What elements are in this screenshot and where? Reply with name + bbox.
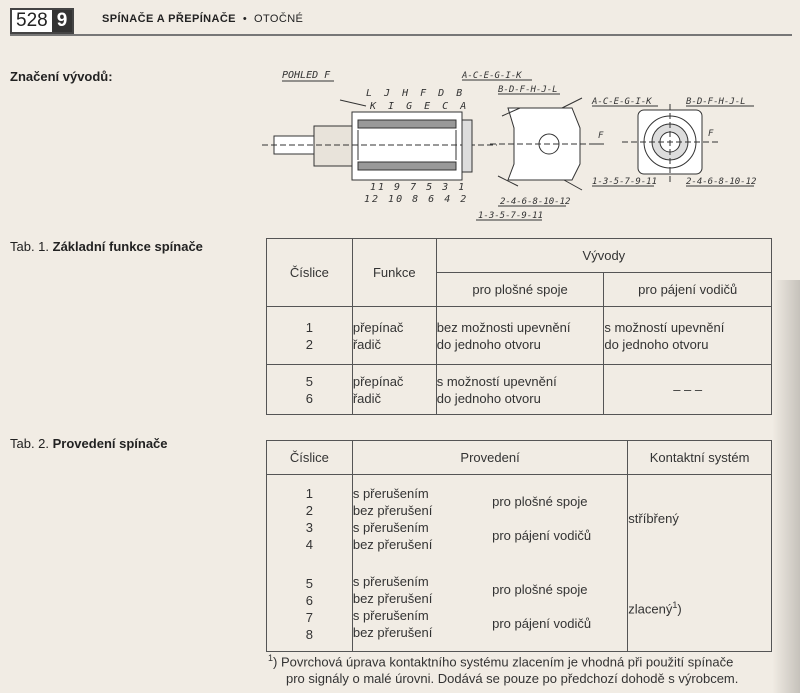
table1-caption-prefix: Tab. 1.	[10, 239, 53, 254]
t1-header-funkce: Funkce	[352, 239, 436, 307]
table2-caption-prefix: Tab. 2.	[10, 436, 53, 451]
t1-r1-cislice: 1 2	[267, 307, 353, 365]
chapter-number: 9	[52, 10, 73, 32]
table-row	[267, 307, 772, 365]
pin-marking-label: Značení vývodů:	[10, 69, 113, 84]
footnote-line2: pro signály o malé úrovni. Dodává se pouze po předchozí dohodě s výrobcem.	[286, 671, 739, 687]
bottom-even-numbers: 12 10 8 6 4 2	[364, 194, 469, 205]
side-top-b: B-D-F-H-J-L	[498, 85, 558, 95]
t2-g2-spoje: pro plošné spoje pro pájení vodičů	[492, 563, 628, 652]
t1-r2-plosne: s možností upevnění do jednoho otvoru	[436, 365, 604, 415]
table2-caption	[10, 436, 168, 451]
t1-header-pajeni: pro pájení vodičů	[604, 273, 772, 307]
top-letters: L J H F D B	[366, 88, 466, 99]
bottom-odd-numbers: 11 9 7 5 3 1	[370, 182, 467, 193]
section-title: SPÍNAČE A PŘEPÍNAČE	[102, 13, 236, 25]
side-bot-a: 2-4-6-8-10-12	[500, 197, 571, 207]
t2-g2-kontakt: zlacený$^1$)	[628, 563, 772, 652]
side-top-a: A-C-E-G-I-K	[462, 71, 522, 81]
t1-r2-funkce: přepínač řadič	[352, 365, 436, 415]
running-title	[102, 13, 303, 25]
t2-g2-cislice: 5 6 7 8	[267, 563, 353, 652]
t2-header-provedeni: Provedení	[352, 441, 627, 475]
front-bot-b: 2-4-6-8-10-12	[686, 177, 757, 187]
t2-g1-kontakt: stříbřený	[628, 475, 772, 564]
table2	[266, 440, 772, 652]
t2-g1-cislice: 1 2 3 4	[267, 475, 353, 564]
t2-g2-preruseni: s přerušením bez přerušení s přerušením bez přerušení	[352, 563, 492, 652]
t2-g1-spoje: pro plošné spoje pro pájení vodičů	[492, 475, 628, 564]
table1-caption-title: Základní funkce spínače	[52, 239, 203, 254]
bullet: •	[242, 13, 248, 25]
table-row	[267, 475, 772, 564]
table2-caption-title: Provedení spínače	[52, 436, 168, 451]
view-label: POHLED F	[282, 70, 331, 81]
t1-header-vyvody: Vývody	[436, 239, 771, 273]
page-number-box	[10, 8, 74, 34]
subsection-title: OTOČNÉ	[254, 13, 304, 25]
footnote	[268, 650, 788, 687]
t2-header-kontakt: Kontaktní systém	[628, 441, 772, 475]
front-top-b: B-D-F-H-J-L	[686, 97, 746, 107]
page-header	[10, 8, 792, 36]
front-top-a: A-C-E-G-I-K	[592, 97, 652, 107]
t1-r1-funkce: přepínač řadič	[352, 307, 436, 365]
table-row	[267, 365, 772, 415]
side-arrow-label: F	[598, 131, 604, 141]
t2-g1-preruseni: s přerušením bez přerušení s přerušením bez přerušení	[352, 475, 492, 564]
table1	[266, 238, 772, 415]
side-bot-b: 1-3-5-7-9-11	[478, 211, 544, 221]
t1-r1-pajeni: s možností upevnění do jednoho otvoru	[604, 307, 772, 365]
footnote-mark: 1	[268, 653, 274, 663]
front-arrow-label: F	[708, 129, 714, 139]
t1-r2-cislice: 5 6	[267, 365, 353, 415]
page-number: 528	[12, 10, 52, 32]
t1-header-cislice: Číslice	[267, 239, 353, 307]
t1-header-plosne: pro plošné spoje	[436, 273, 604, 307]
t1-r1-plosne: bez možnosti upevnění do jednoho otvoru	[436, 307, 604, 365]
table1-caption	[10, 239, 203, 254]
mid-letters: K I G E C A	[370, 101, 470, 112]
switch-drawing	[262, 68, 782, 226]
page-fold-shadow	[772, 280, 800, 693]
front-bot-a: 1-3-5-7-9-11	[592, 177, 658, 187]
t1-r2-pajeni: – – –	[604, 365, 772, 415]
footnote-line1: ) Povrchová úprava kontaktního systému zlacením je vhodná při použití spínače	[273, 654, 734, 670]
t2-header-cislice: Číslice	[267, 441, 353, 475]
table-row	[267, 563, 772, 652]
